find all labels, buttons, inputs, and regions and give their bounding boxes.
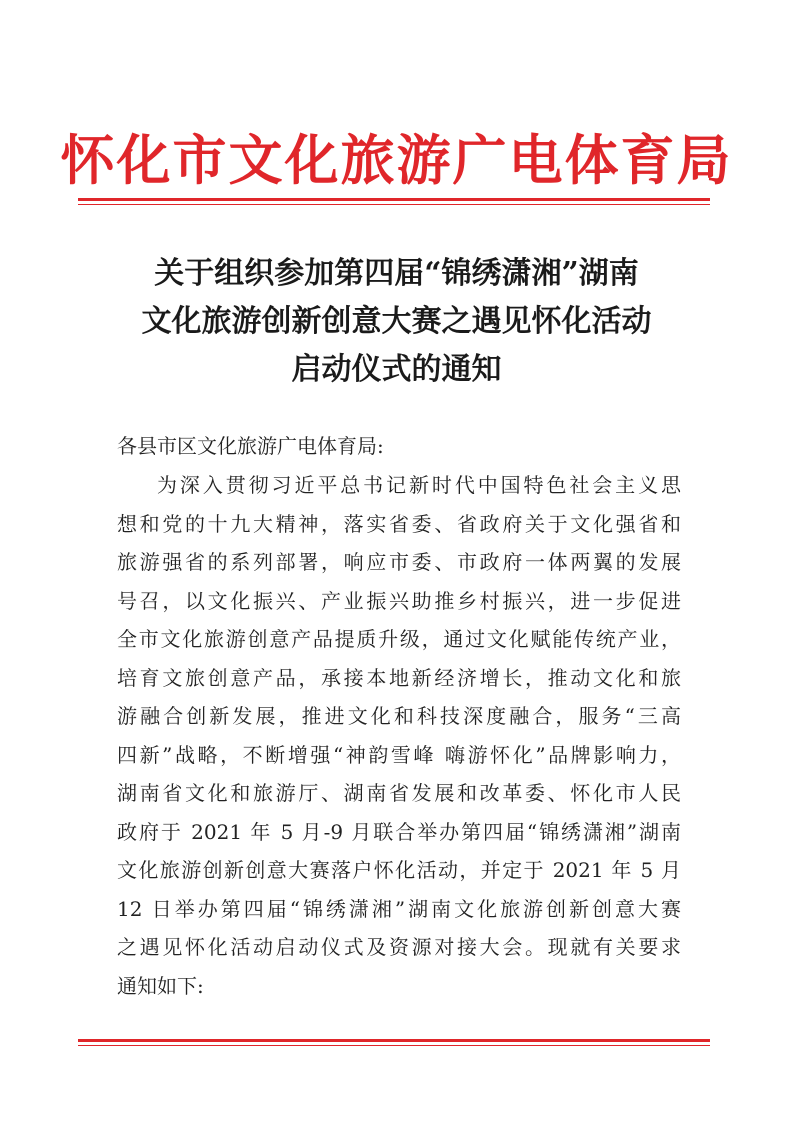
body-line: 全市文化旅游创意产品提质升级，通过文化赋能传统产业， xyxy=(117,627,681,651)
body-line: 政府于 2021 年 5 月-9 月联合举办第四届“锦绣潇湘”湖南 xyxy=(117,819,681,844)
header-divider xyxy=(78,198,710,205)
title-line: 文化旅游创新创意大赛之遇见怀化活动 xyxy=(141,304,652,339)
body-line: 想和党的十九大精神，落实省委、省政府关于文化强省和 xyxy=(117,511,681,536)
body-line: 游融合创新发展，推进文化和科技深度融合，服务“三高 xyxy=(117,704,681,728)
body-line: 为深入贯彻习近平总书记新时代中国特色社会主义思 xyxy=(157,473,681,497)
header-divider-thin xyxy=(78,204,710,205)
document-title xyxy=(80,250,713,394)
body-line: 四新”战略，不断增强“神韵雪峰 嗨游怀化”品牌影响力， xyxy=(117,742,681,767)
body-line: 通知如下: xyxy=(117,973,204,998)
title-line: 启动仪式的通知 xyxy=(291,352,502,387)
salutation: 各县市区文化旅游广电体育局: xyxy=(117,434,384,458)
body-line: 号召，以文化振兴、产业振兴助推乡村振兴，进一步促进 xyxy=(117,588,681,613)
body-line: 之遇见怀化活动启动仪式及资源对接大会。现就有关要求 xyxy=(117,935,681,959)
body-line: 培育文旅创意产品，承接本地新经济增长，推动文化和旅 xyxy=(117,665,681,690)
body-paragraph xyxy=(117,466,681,1005)
body-line: 湖南省文化和旅游厅、湖南省发展和改革委、怀化市人民 xyxy=(117,781,681,805)
footer-divider-thin xyxy=(78,1045,710,1046)
org-header: 怀化市文化旅游广电体育局 xyxy=(60,129,733,192)
title-line: 关于组织参加第四届“锦绣潇湘”湖南 xyxy=(154,256,639,291)
body-line: 文化旅游创新创意大赛落户怀化活动，并定于 2021 年 5 月 xyxy=(117,858,681,882)
body-line: 旅游强省的系列部署，响应市委、市政府一体两翼的发展 xyxy=(117,550,681,574)
footer-divider xyxy=(78,1039,710,1046)
body-line: 12 日举办第四届“锦绣潇湘”湖南文化旅游创新创意大赛 xyxy=(117,896,681,921)
